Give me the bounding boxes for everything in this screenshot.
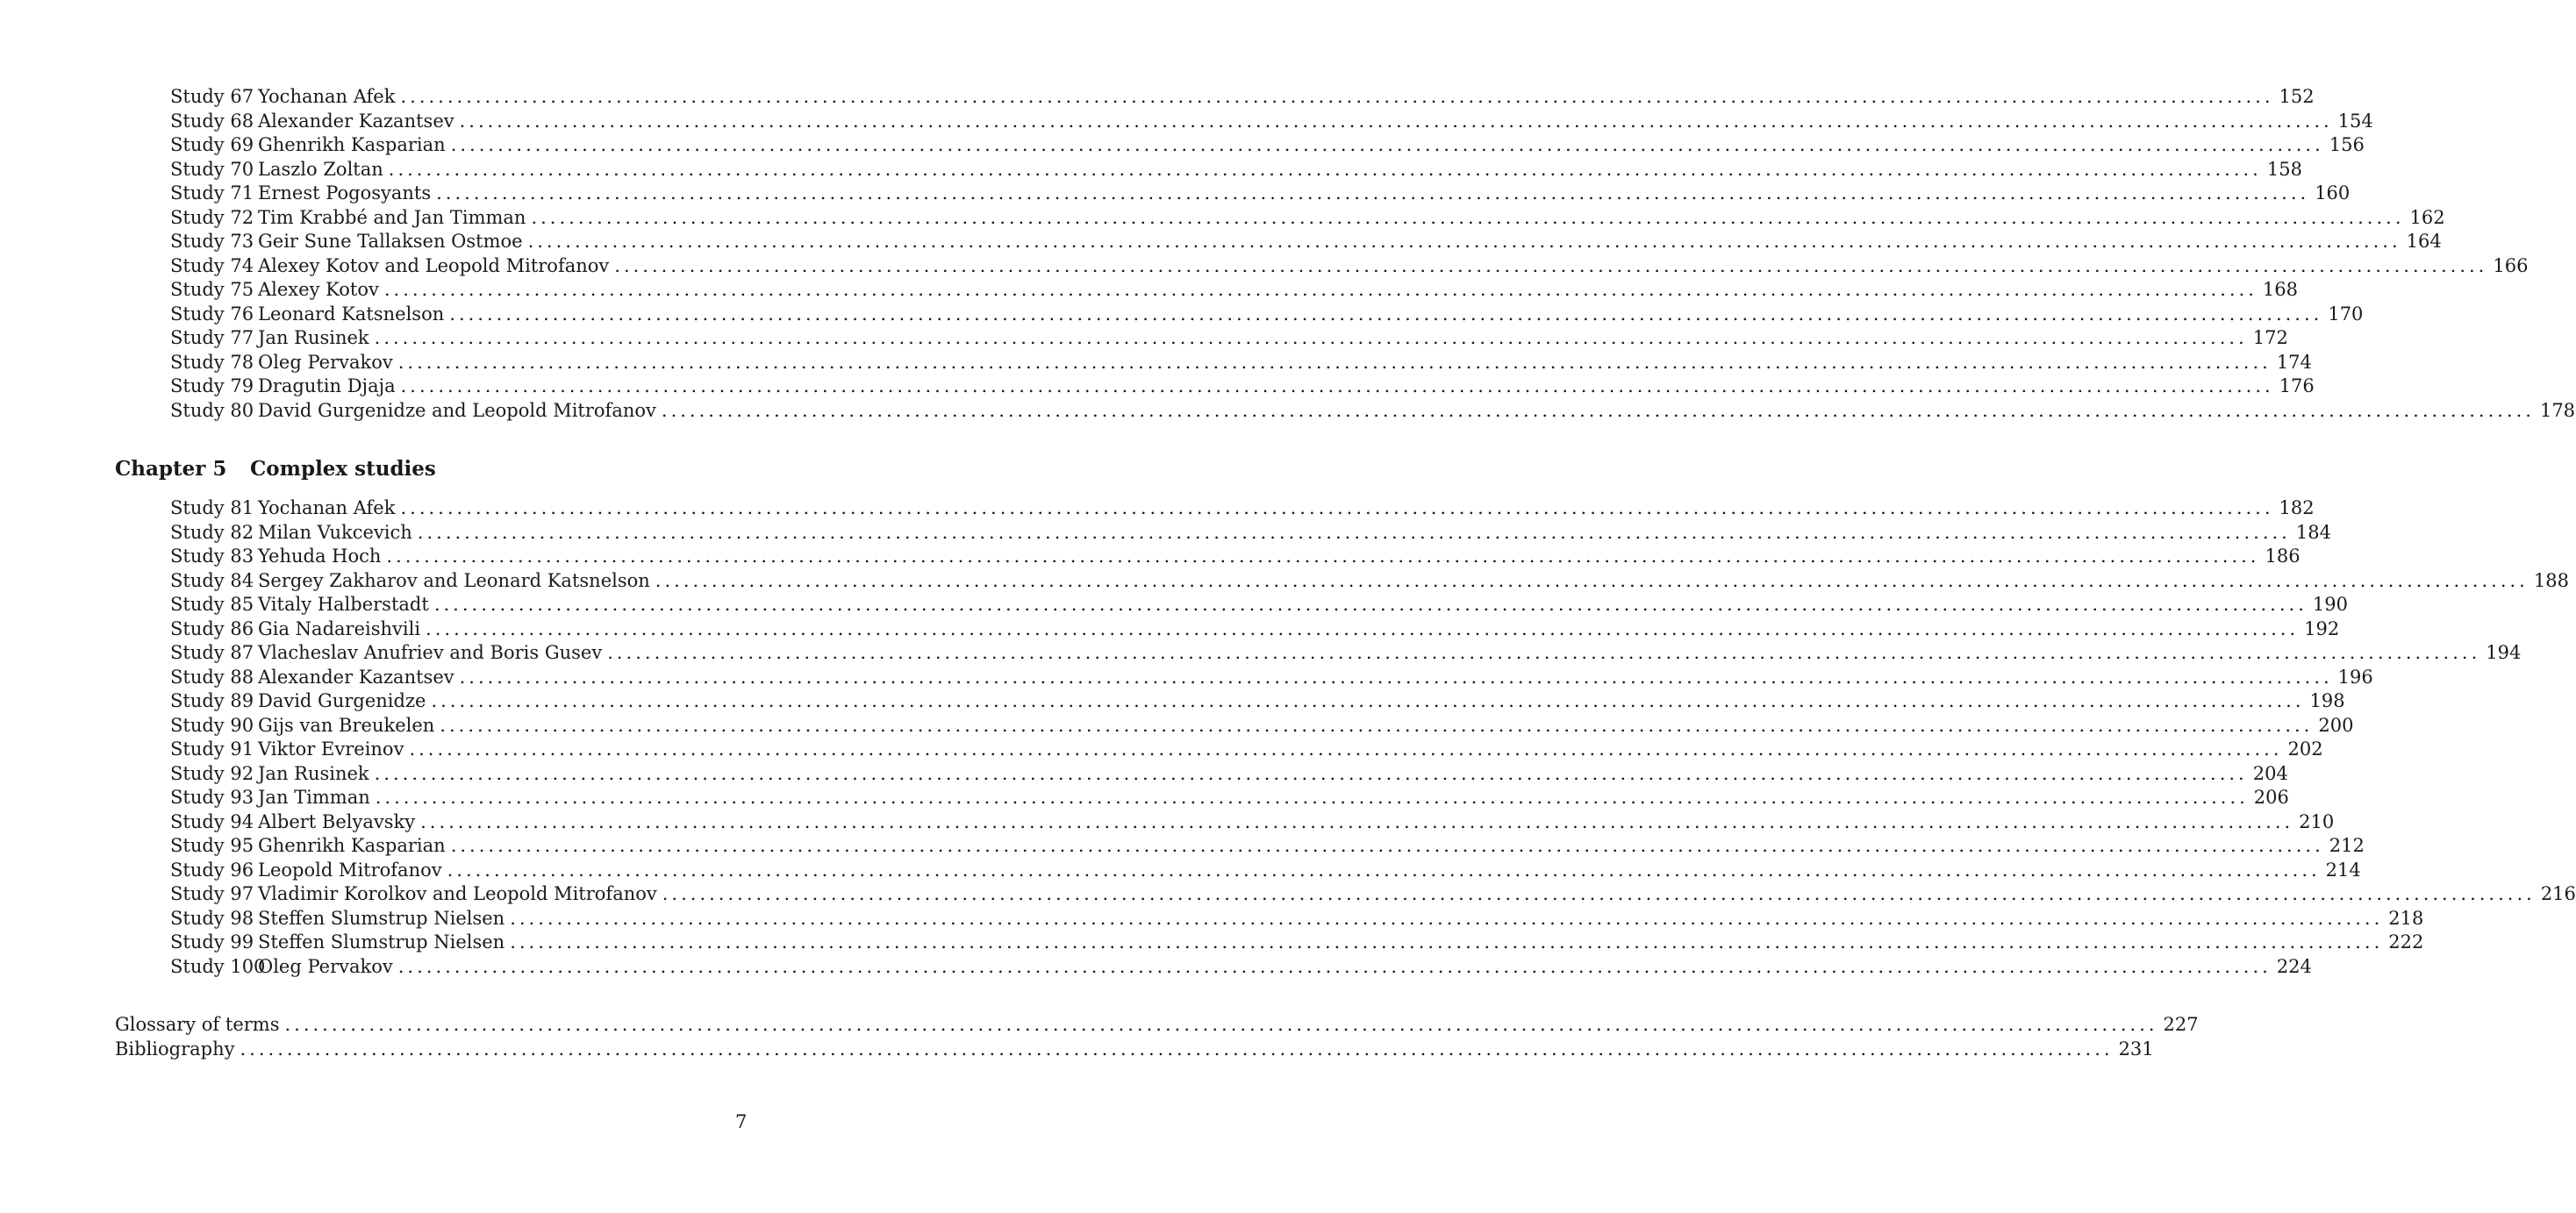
entry-page-number: 198: [2309, 690, 2345, 711]
toc-section-chapter-5-studies: [170, 496, 2576, 979]
study-number: Study 76: [170, 303, 254, 325]
toc-entry: [170, 593, 2348, 617]
study-number: Study 75: [170, 279, 254, 300]
study-number: Study 82: [170, 521, 254, 543]
study-number: Study 70: [170, 158, 254, 180]
entry-page-number: 168: [2262, 279, 2298, 300]
entry-title: Vladimir Korolkov and Leopold Mitrofanov: [258, 883, 657, 904]
dot-leader: ........................................................................................................................................................................................................: [510, 907, 2384, 929]
entry-title: Jan Rusinek: [258, 327, 369, 348]
dot-leader: ........................................................................................................................................................................................................: [655, 569, 2529, 591]
toc-entry: [170, 545, 2301, 569]
chapter-label: Chapter 5: [115, 457, 227, 481]
chapter-title: Complex studies: [250, 457, 436, 481]
study-number: Study 73: [170, 231, 254, 252]
toc-section-chapter-4-studies: [170, 85, 2576, 423]
toc-entry: [170, 278, 2298, 303]
toc-entry: [170, 326, 2288, 351]
dot-leader: ........................................................................................................................................................................................................: [388, 158, 2262, 180]
entry-title: Leopold Mitrofanov: [258, 859, 442, 881]
toc-entry: [170, 230, 2442, 254]
dot-leader: ........................................................................................................................................................................................................: [417, 521, 2291, 543]
entry-page-number: 188: [2533, 569, 2569, 591]
study-number: Study 95: [170, 835, 254, 856]
entry-title: Steffen Slumstrup Nielsen: [258, 931, 505, 953]
entry-title: Ghenrikh Kasparian: [258, 134, 446, 155]
dot-leader: ........................................................................................................................................................................................................: [459, 110, 2333, 132]
entry-page-number: 170: [2328, 303, 2364, 325]
toc-entry: [170, 859, 2361, 883]
entry-page-number: 194: [2486, 642, 2522, 663]
entry-title: Ernest Pogosyants: [258, 182, 432, 203]
entry-page-number: 222: [2388, 931, 2424, 953]
toc-entry: [170, 521, 2331, 546]
dot-leader: ........................................................................................................................................................................................................: [531, 206, 2405, 228]
entry-page-number: 196: [2337, 666, 2373, 688]
entry-title: Vitaly Halberstadt: [258, 594, 429, 615]
entry-page-number: 164: [2406, 231, 2442, 252]
entry-page-number: 210: [2299, 810, 2335, 832]
study-number: Study 91: [170, 739, 254, 760]
study-number: Study 83: [170, 546, 254, 567]
entry-title: Bibliography: [115, 1038, 235, 1060]
toc-entry: [170, 738, 2323, 762]
entry-title: Gia Nadareishvili: [258, 617, 421, 639]
toc-entry: [170, 907, 2424, 931]
dot-leader: ........................................................................................................................................................................................................: [527, 231, 2401, 252]
toc-entry: [170, 110, 2373, 134]
entry-title: Steffen Slumstrup Nielsen: [258, 907, 505, 929]
study-number: Study 92: [170, 762, 254, 784]
entry-page-number: 174: [2276, 351, 2312, 373]
entry-page-number: 158: [2266, 158, 2302, 180]
dot-leader: ........................................................................................................................................................................................................: [510, 931, 2384, 953]
study-number: Study 89: [170, 690, 254, 711]
study-number: Study 85: [170, 594, 254, 615]
entry-title: Alexander Kazantsev: [258, 110, 454, 132]
study-number: Study 100: [170, 955, 266, 977]
toc-entry: [170, 641, 2522, 666]
dot-leader: ........................................................................................................................................................................................................: [614, 254, 2488, 276]
dot-leader: ........................................................................................................................................................................................................: [383, 279, 2258, 300]
toc-entry: [170, 85, 2315, 110]
entry-page-number: 231: [2118, 1038, 2154, 1060]
entry-title: Dragutin Djaja: [258, 375, 396, 396]
entry-title: Jan Rusinek: [258, 762, 369, 784]
toc-entry: [170, 931, 2424, 955]
entry-title: Leonard Katsnelson: [258, 303, 445, 325]
dot-leader: ........................................................................................................................................................................................................: [400, 375, 2274, 396]
study-number: Study 86: [170, 617, 254, 639]
study-number: Study 84: [170, 569, 254, 591]
study-number: Study 88: [170, 666, 254, 688]
study-number: Study 74: [170, 254, 254, 276]
study-number: Study 71: [170, 182, 254, 203]
study-number: Study 72: [170, 206, 254, 228]
toc-entry: [170, 133, 2365, 158]
entry-page-number: 162: [2409, 206, 2445, 228]
study-number: Study 94: [170, 810, 254, 832]
entry-title: Ghenrikh Kasparian: [258, 835, 446, 856]
toc-entry: [170, 206, 2445, 231]
entry-page-number: 154: [2337, 110, 2373, 132]
entry-title: Tim Krabbé and Jan Timman: [258, 206, 526, 228]
study-number: Study 87: [170, 642, 254, 663]
study-number: Study 79: [170, 375, 254, 396]
dot-leader: ........................................................................................................................................................................................................: [661, 399, 2535, 421]
entry-title: Oleg Pervakov: [258, 955, 393, 977]
entry-page-number: 227: [2163, 1014, 2199, 1035]
entry-title: Jan Timman: [258, 787, 370, 808]
toc-entry: [170, 689, 2345, 714]
entry-title: Alexander Kazantsev: [258, 666, 454, 688]
entry-page-number: 160: [2315, 182, 2351, 203]
toc-entry: [170, 955, 2312, 980]
entry-title: Vlacheslav Anufriev and Boris Gusev: [258, 642, 603, 663]
dot-leader: ........................................................................................................................................................................................................: [436, 182, 2310, 203]
dot-leader: ........................................................................................................................................................................................................: [400, 497, 2274, 518]
entry-title: Gijs van Breukelen: [258, 714, 435, 736]
entry-title: Sergey Zakharov and Leonard Katsnelson: [258, 569, 650, 591]
entry-page-number: 190: [2312, 594, 2348, 615]
toc-entry: [170, 375, 2315, 399]
dot-leader: ........................................................................................................................................................................................................: [450, 134, 2324, 155]
entry-title: Yochanan Afek: [258, 497, 396, 518]
entry-page-number: 206: [2253, 787, 2289, 808]
entry-page-number: 182: [2279, 497, 2315, 518]
study-number: Study 81: [170, 497, 254, 518]
entry-title: Glossary of terms: [115, 1014, 280, 1035]
dot-leader: ........................................................................................................................................................................................................: [449, 303, 2323, 325]
dot-leader: ........................................................................................................................................................................................................: [431, 690, 2305, 711]
entry-title: Yochanan Afek: [258, 86, 396, 107]
dot-leader: ........................................................................................................................................................................................................: [397, 955, 2272, 977]
entry-page-number: 204: [2252, 762, 2288, 784]
dot-leader: ........................................................................................................................................................................................................: [420, 810, 2294, 832]
entry-title: Laszlo Zoltan: [258, 158, 383, 180]
entry-page-number: 178: [2539, 399, 2576, 421]
entry-title: Viktor Evreinov: [258, 739, 404, 760]
toc-entry: [170, 762, 2288, 787]
entry-title: David Gurgenidze: [258, 690, 426, 711]
toc-entry: [170, 786, 2289, 810]
toc-entry: [170, 617, 2340, 642]
study-number: Study 78: [170, 351, 254, 373]
entry-page-number: 166: [2493, 254, 2529, 276]
study-number: Study 68: [170, 110, 254, 132]
toc-entry: [170, 496, 2315, 521]
study-number: Study 97: [170, 883, 254, 904]
toc-entry: [170, 182, 2351, 206]
toc-entry: [170, 834, 2365, 859]
dot-leader: ........................................................................................................................................................................................................: [426, 617, 2300, 639]
toc-entry: [170, 254, 2529, 279]
dot-leader: ........................................................................................................................................................................................................: [447, 859, 2321, 881]
entry-page-number: 212: [2329, 835, 2365, 856]
chapter-heading: [115, 453, 436, 485]
toc-back-matter: [115, 1013, 2199, 1061]
study-number: Study 69: [170, 134, 254, 155]
entry-title: Alexey Kotov: [258, 279, 379, 300]
study-number: Study 80: [170, 399, 254, 421]
study-number: Study 93: [170, 787, 254, 808]
entry-title: David Gurgenidze and Leopold Mitrofanov: [258, 399, 656, 421]
entry-page-number: 184: [2295, 521, 2331, 543]
entry-page-number: 218: [2388, 907, 2424, 929]
entry-page-number: 202: [2287, 739, 2323, 760]
entry-page-number: 186: [2265, 546, 2301, 567]
dot-leader: ........................................................................................................................................................................................................: [374, 327, 2248, 348]
entry-title: Albert Belyavsky: [258, 810, 416, 832]
toc-entry: [170, 882, 2576, 907]
toc-entry: [170, 666, 2373, 690]
entry-title: Alexey Kotov and Leopold Mitrofanov: [258, 254, 610, 276]
entry-title: Oleg Pervakov: [258, 351, 393, 373]
study-number: Study 99: [170, 931, 254, 953]
toc-entry: [170, 569, 2569, 594]
toc-entry: [170, 810, 2335, 835]
dot-leader: ........................................................................................................................................................................................................: [607, 642, 2481, 663]
toc-entry: [170, 303, 2364, 327]
study-number: Study 90: [170, 714, 254, 736]
dot-leader: ........................................................................................................................................................................................................: [284, 1014, 2158, 1035]
dot-leader: ........................................................................................................................................................................................................: [397, 351, 2272, 373]
entry-page-number: 216: [2540, 883, 2576, 904]
toc-entry: [170, 158, 2302, 182]
entry-page-number: 224: [2276, 955, 2312, 977]
toc-entry: [170, 399, 2576, 424]
entry-page-number: 200: [2318, 714, 2354, 736]
entry-page-number: 192: [2304, 617, 2340, 639]
toc-entry: [170, 714, 2354, 739]
dot-leader: ........................................................................................................................................................................................................: [440, 714, 2314, 736]
entry-page-number: 214: [2325, 859, 2361, 881]
entry-title: Geir Sune Tallaksen Ostmoe: [258, 231, 523, 252]
entry-page-number: 172: [2252, 327, 2288, 348]
dot-leader: ........................................................................................................................................................................................................: [386, 546, 2260, 567]
dot-leader: ........................................................................................................................................................................................................: [409, 739, 2283, 760]
dot-leader: ........................................................................................................................................................................................................: [240, 1038, 2114, 1060]
toc-entry: [115, 1038, 2154, 1062]
study-number: Study 67: [170, 86, 254, 107]
dot-leader: ........................................................................................................................................................................................................: [375, 787, 2249, 808]
dot-leader: ........................................................................................................................................................................................................: [400, 86, 2274, 107]
dot-leader: ........................................................................................................................................................................................................: [459, 666, 2333, 688]
study-number: Study 96: [170, 859, 254, 881]
dot-leader: ........................................................................................................................................................................................................: [433, 594, 2308, 615]
toc-entry: [115, 1013, 2199, 1038]
dot-leader: ........................................................................................................................................................................................................: [374, 762, 2248, 784]
page-number: 7: [735, 1111, 748, 1132]
study-number: Study 98: [170, 907, 254, 929]
dot-leader: ........................................................................................................................................................................................................: [662, 883, 2536, 904]
dot-leader: ........................................................................................................................................................................................................: [450, 835, 2324, 856]
entry-page-number: 176: [2279, 375, 2315, 396]
entry-title: Milan Vukcevich: [258, 521, 412, 543]
entry-page-number: 156: [2329, 134, 2365, 155]
toc-entry: [170, 351, 2312, 375]
entry-title: Yehuda Hoch: [258, 546, 382, 567]
study-number: Study 77: [170, 327, 254, 348]
entry-page-number: 152: [2279, 86, 2315, 107]
